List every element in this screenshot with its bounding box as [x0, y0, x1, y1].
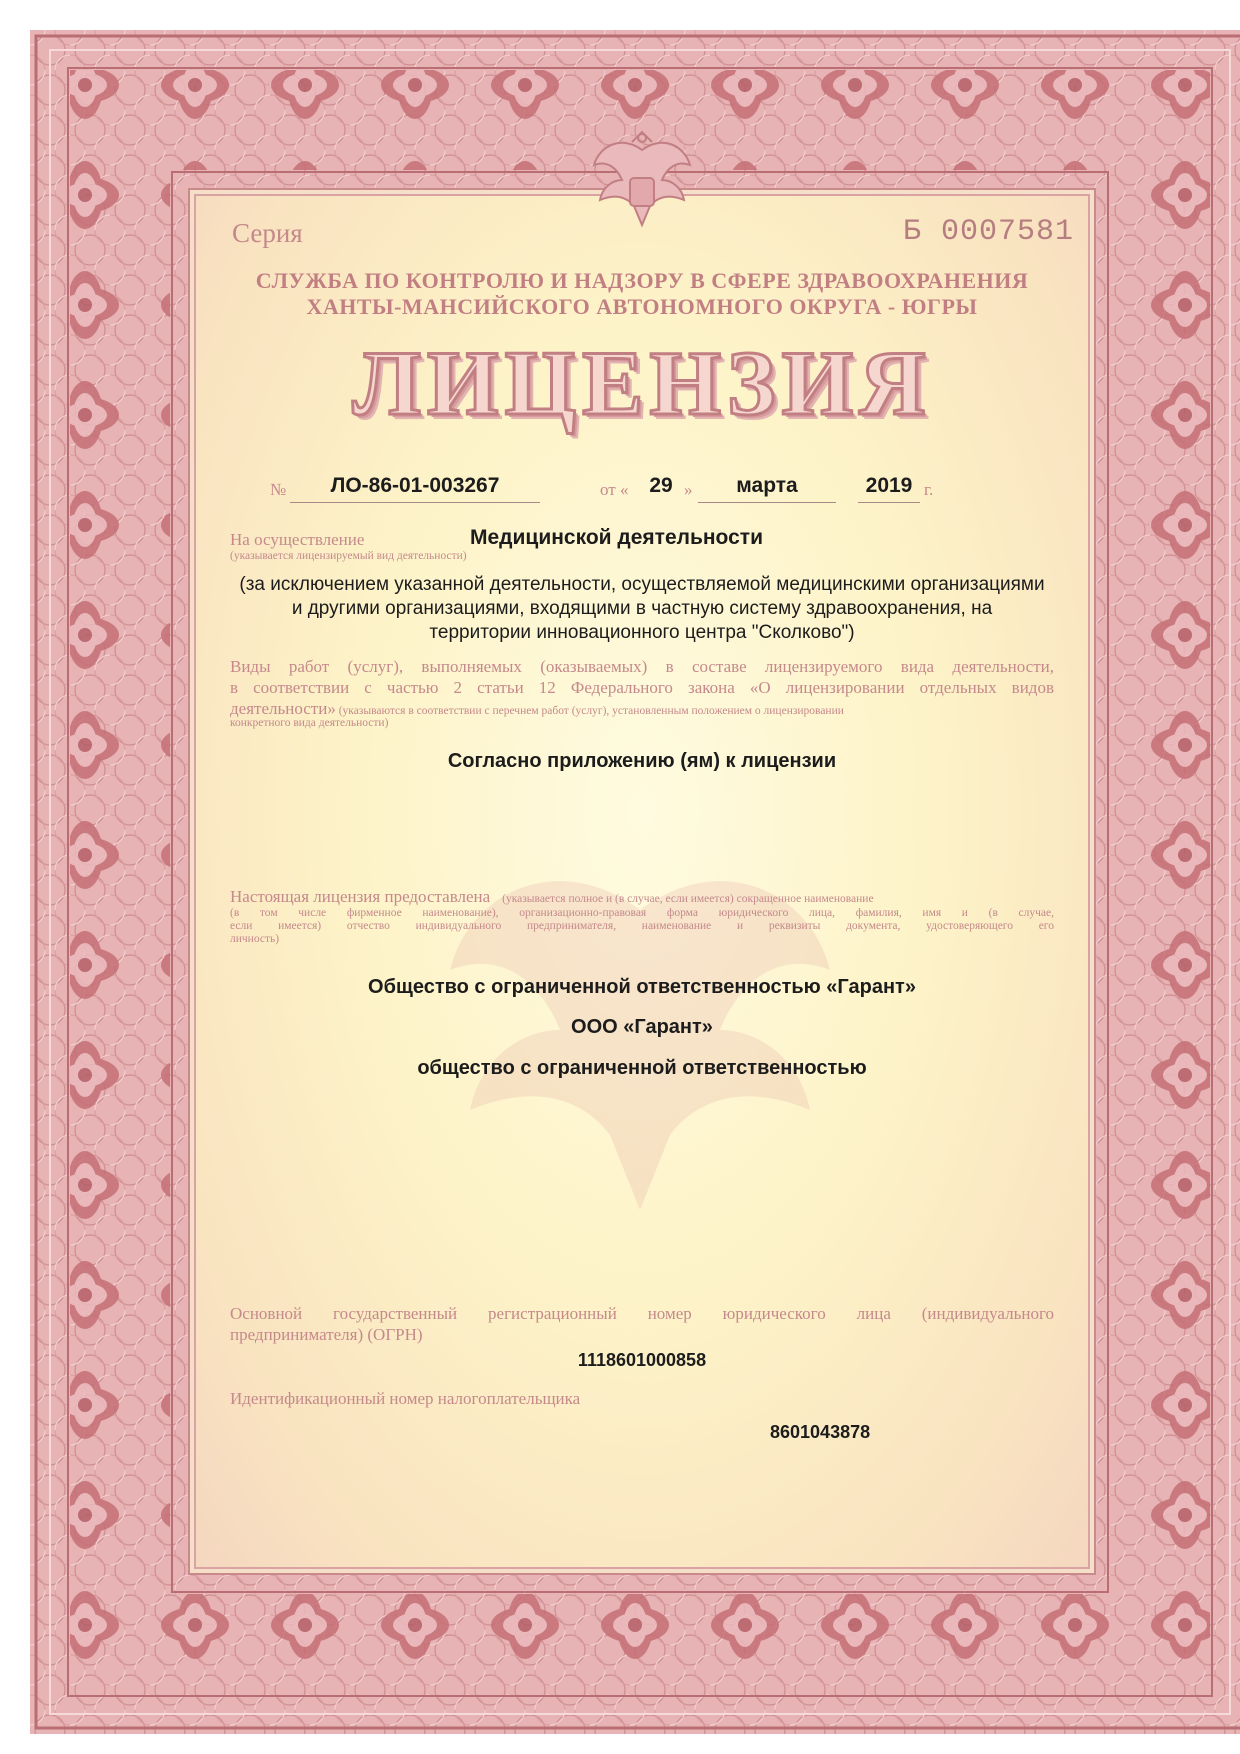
ogrn-value: 1118601000858: [577, 1350, 707, 1370]
activity-note: [200, 573, 1084, 645]
license-body: [188, 188, 1096, 1575]
activity-note-line2: и другими организациями, входящими в частную систему здравоохранения, на: [291, 598, 993, 619]
series-label: Серия: [232, 218, 303, 248]
grantee-hint3: если имеется) отчество индивидуального предпринимателя, наименование и реквизиты документа, удостоверяющего его: [230, 920, 1054, 932]
works-line1: Виды работ (услуг), выполняемых (оказываемых) в составе лицензируемого вида деятельности,: [230, 657, 1054, 676]
document-title: [190, 330, 1094, 436]
license-sheet: [30, 30, 1240, 1734]
ogrn-label-line2: предпринимателя) (ОГРН): [230, 1325, 423, 1344]
date-day-close: »: [684, 480, 693, 499]
ogrn-label-line1: Основной государственный регистрационный номер юридического лица (индивидуального: [230, 1304, 1054, 1323]
works-value: Согласно приложению (ям) к лицензии: [447, 750, 837, 772]
authority-line1: СЛУЖБА ПО КОНТРОЛЮ И НАДЗОРУ В СФЕРЕ ЗДРАВООХРАНЕНИЯ: [255, 268, 1029, 293]
license-number: ЛО-86-01-003267: [290, 474, 540, 503]
grantee-label-block: [230, 887, 1054, 946]
series-number: Б 0007581: [902, 215, 1074, 249]
inn-label: Идентификационный номер налогоплательщика: [230, 1389, 581, 1408]
works-line4: конкретного вида деятельности): [230, 717, 389, 729]
grantee-label: Настоящая лицензия предоставлена: [230, 887, 491, 906]
authority-line2: ХАНТЫ-МАНСИЙСКОГО АВТОНОМНОГО ОКРУГА - ЮГРЫ: [306, 294, 978, 319]
inn-value: 8601043878: [770, 1422, 871, 1442]
date-from-label: от «: [600, 480, 629, 499]
works-line3-main: деятельности»: [230, 699, 336, 718]
license-month: марта: [698, 474, 836, 503]
grantee-hint4: личность): [230, 933, 280, 945]
activity-hint: (указывается лицензируемый вид деятельности): [230, 550, 467, 562]
activity-note-line1: (за исключением указанной деятельности, осуществляемой медицинскими организациями: [239, 574, 1045, 595]
activity-note-line3: территории инновационного центра "Сколково"): [429, 622, 855, 643]
license-year: 2019: [858, 474, 920, 503]
year-suffix: г.: [924, 480, 934, 499]
activity-label: На осуществление: [230, 530, 365, 549]
document-title-text: ЛИЦЕНЗИЯ: [352, 332, 932, 434]
grantee-legal-form: общество с ограниченной ответственностью: [417, 1057, 867, 1079]
activity-value: Медицинской деятельности: [470, 526, 763, 549]
grantee-full-name: Общество с ограниченной ответственностью «Гарант»: [368, 976, 916, 998]
works-line3-small: (указываются в соответствии с перечнем работ (услуг), установленным положением о лицензировании: [335, 705, 844, 717]
grantee-hint2: (в том числе фирменное наименование), организационно-правовая форма юридического лица, фамилия, имя и (в случае,: [230, 907, 1054, 919]
double-headed-eagle-emblem: [582, 130, 702, 240]
license-no-label: №: [270, 480, 287, 499]
license-day: 29: [649, 474, 673, 497]
grantee-hint1: (указывается полное и (в случае, если имеется) сокращенное наименование: [502, 893, 874, 905]
grantee-short-name: ООО «Гарант»: [571, 1016, 713, 1038]
works-line2: в соответствии с частью 2 статьи 12 Федерального закона «О лицензировании отдельных видов: [230, 678, 1054, 697]
